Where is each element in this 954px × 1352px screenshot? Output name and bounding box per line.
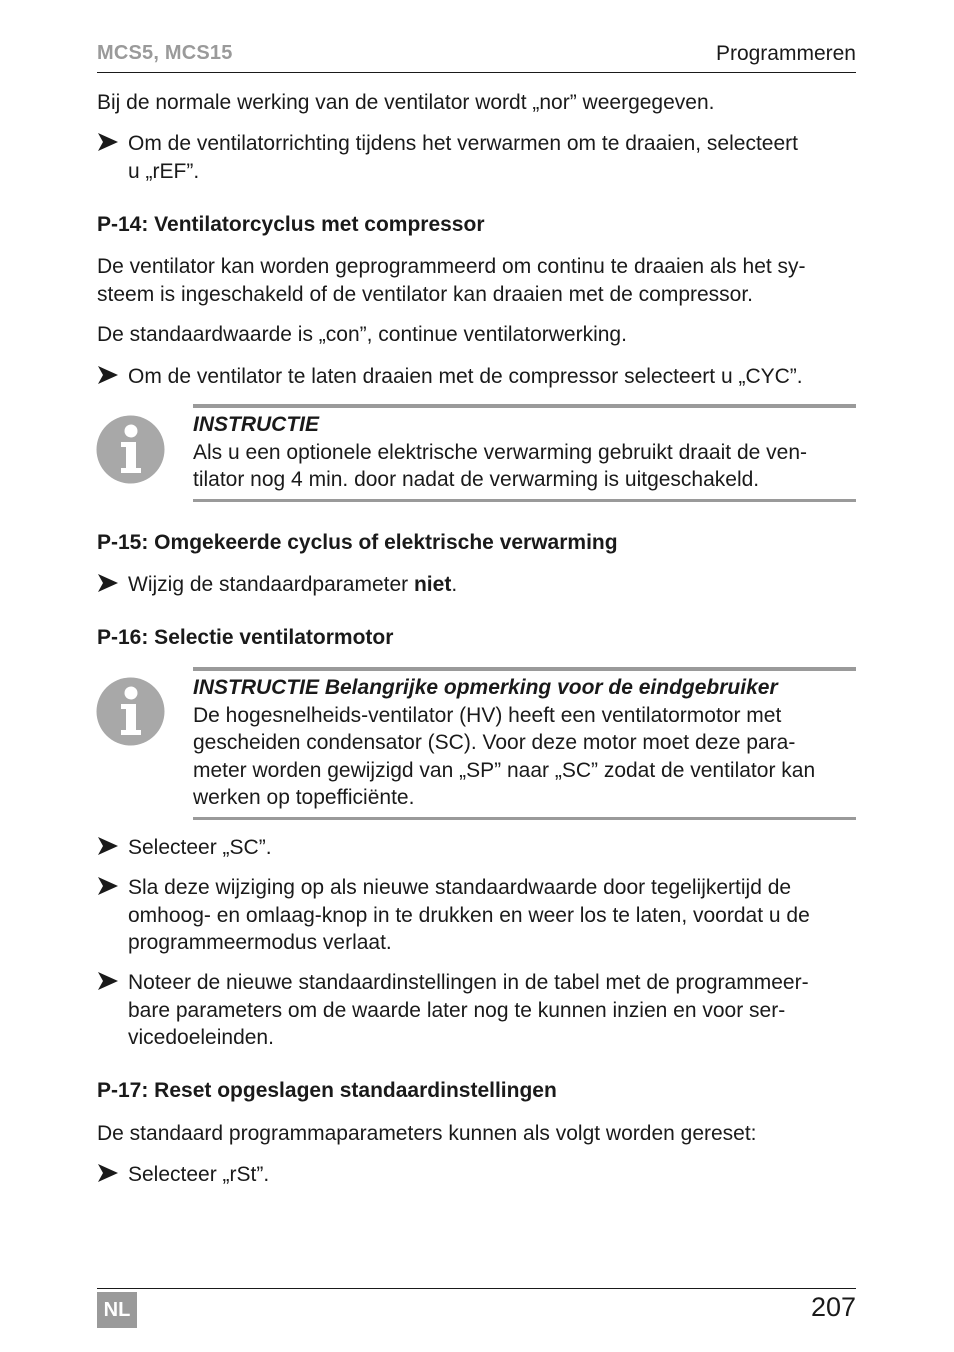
- note2-title: INSTRUCTIE Belangrijke opmerking voor de eindgebruiker: [193, 676, 778, 699]
- p16-step-1: [97, 834, 857, 862]
- header-product-name: MCS5, MCS15: [97, 42, 233, 64]
- note2-bottom-rule: [193, 817, 856, 820]
- step-ref-line-2: u „rEF”.: [128, 159, 200, 183]
- step-ref-line-1: Om de ventilatorrichting tijdens het verwarmen om te draaien, selecteert: [128, 132, 798, 155]
- arrowhead-right-icon: [97, 131, 119, 153]
- note1-line-1: Als u een optionele elektrische verwarming gebruikt draait de ven-: [193, 440, 807, 464]
- p15-step: [97, 571, 857, 599]
- p14-paragraph-1: [97, 253, 857, 308]
- info-icon: [96, 415, 165, 484]
- note2-line-2: gescheiden condensator (SC). Voor deze motor moet deze para-: [193, 731, 796, 754]
- p14-step: [97, 363, 857, 391]
- heading-p15: P-15: Omgekeerde cyclus of elektrische verwarming: [97, 531, 618, 554]
- p17-step-text: Selecteer „rSt”.: [128, 1163, 270, 1186]
- p15-step-emphasis: niet: [413, 573, 452, 596]
- p15-step-suffix: .: [451, 573, 458, 596]
- note1-top-rule: [193, 404, 856, 408]
- p16-step-2: [97, 874, 857, 957]
- heading-p14: P-14: Ventilatorcyclus met compressor: [97, 213, 485, 236]
- arrowhead-right-icon: [97, 875, 119, 897]
- arrowhead-right-icon: [97, 572, 119, 594]
- note1-bottom-rule: [193, 499, 856, 502]
- page-number: 207: [810, 1292, 856, 1322]
- note2-top-rule: [193, 667, 856, 671]
- p16-step-3-line-3: vicedoeleinden.: [128, 1026, 274, 1049]
- language-badge: NL: [97, 1292, 137, 1328]
- header-section-title: Programmeren: [715, 42, 856, 65]
- header-divider: [97, 72, 856, 73]
- p15-step-prefix: Wijzig de standaardparameter: [128, 573, 414, 596]
- p16-step-2-line-3: programmeermodus verlaat.: [128, 931, 392, 954]
- note1-body: [193, 411, 857, 494]
- p16-step-3-line-1: Noteer de nieuwe standaardinstellingen in de tabel met de programmeer-: [128, 971, 809, 994]
- note2-line-1: De hogesnelheids-ventilator (HV) heeft een ventilatormotor met: [193, 703, 782, 727]
- note2-body: [193, 674, 857, 812]
- intro-paragraph: Bij de normale werking van de ventilator wordt „nor” weergegeven.: [97, 91, 715, 114]
- p16-step-1-text: Selecteer „SC”.: [128, 836, 272, 859]
- note2-line-3: meter worden gewijzigd van „SP” naar „SC” zodat de ventilator kan: [193, 758, 816, 782]
- heading-p17: P-17: Reset opgeslagen standaardinstellingen: [97, 1079, 557, 1102]
- p16-step-3-line-2: bare parameters om de waarde later nog te kunnen inzien en voor ser-: [128, 998, 786, 1022]
- p14-paragraph-2: De standaardwaarde is „con”, continue ventilatorwerking.: [97, 323, 627, 346]
- note1-line-2: tilator nog 4 min. door nadat de verwarming is uitgeschakeld.: [193, 468, 760, 491]
- info-icon: [96, 677, 165, 746]
- arrowhead-right-icon: [97, 364, 119, 386]
- heading-p16: P-16: Selectie ventilatormotor: [97, 626, 394, 649]
- arrowhead-right-icon: [97, 835, 119, 857]
- arrowhead-right-icon: [97, 970, 119, 992]
- p14-para1-line-1: De ventilator kan worden geprogrammeerd om continu te draaien als het sy-: [97, 255, 806, 278]
- p14-para1-line-2: steem is ingeschakeld of de ventilator kan draaien met de compressor.: [97, 282, 754, 306]
- arrowhead-right-icon: [97, 1162, 119, 1184]
- p17-step: [97, 1161, 857, 1189]
- note1-title: INSTRUCTIE: [193, 413, 319, 436]
- p16-step-2-line-1: Sla deze wijziging op als nieuwe standaardwaarde door tegelijkertijd de: [128, 876, 792, 899]
- note2-line-4: werken op topefficiënte.: [193, 786, 415, 809]
- p17-paragraph: De standaard programmaparameters kunnen als volgt worden gereset:: [97, 1122, 757, 1145]
- p16-step-3: [97, 969, 857, 1052]
- p16-step-2-line-2: omhoog- en omlaag-knop in te drukken en weer los te laten, voordat u de: [128, 903, 810, 927]
- step-ref: [97, 130, 857, 185]
- footer-divider: [97, 1288, 856, 1289]
- p14-step-text: Om de ventilator te laten draaien met de compressor selecteert u „CYC”.: [128, 365, 803, 388]
